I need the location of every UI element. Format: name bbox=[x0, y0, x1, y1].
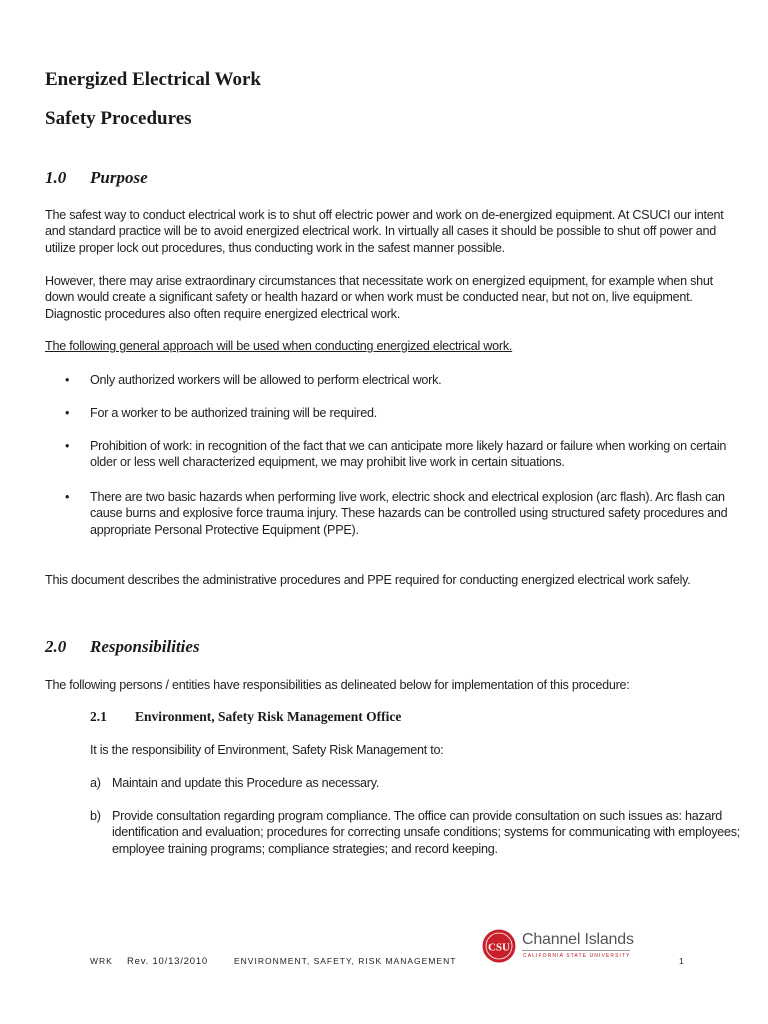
purpose-paragraph-1: The safest way to conduct electrical work is to shut off electric power and work on de-energized equipment. At CSUCI our intent and standard practice will be to avoid energized electrical work. In virtually all cases it should be possible to shut off power and utilize proper lock out procedures, thus conducting work in the safest manner possible. bbox=[45, 208, 724, 255]
bullet-icon: • bbox=[65, 439, 70, 453]
section-2-heading bbox=[45, 638, 200, 655]
list-item bbox=[65, 372, 750, 388]
footer-page-number: 1 bbox=[679, 956, 685, 966]
bullet-icon: • bbox=[65, 490, 70, 504]
section-1-title: Purpose bbox=[90, 168, 148, 187]
bullet-text: Prohibition of work: in recognition of the fact that we can anticipate more likely hazard or failure when working on certain older or less well characterized equipment, we may prohibit live work in certain situations. bbox=[90, 439, 727, 470]
footer-code: WRK bbox=[90, 956, 113, 966]
subsection-2-1-title: Environment, Safety Risk Management Office bbox=[135, 709, 402, 724]
list-item-text: Provide consultation regarding program compliance. The office can provide consultation on such issues as: hazard identification and evaluation; procedures for correcting unsafe conditions; systems for communicating with employees; employee training programs; compliance strategies; and record keeping. bbox=[112, 809, 741, 856]
document-title: Energized Electrical Work bbox=[45, 69, 261, 90]
list-marker: b) bbox=[90, 809, 101, 823]
channel-islands-logo bbox=[482, 929, 642, 969]
bullet-text: There are two basic hazards when performing live work, electric shock and electrical explosion (arc flash). Arc flash can cause burns and explosive force trauma injury. These hazards can be controlled using structured safety procedures and appropriate Personal Protective Equipment (PPE). bbox=[90, 490, 728, 537]
list-item bbox=[90, 808, 752, 857]
logo-name: Channel Islands bbox=[522, 931, 634, 948]
bullet-text: For a worker to be authorized training will be required. bbox=[90, 406, 378, 420]
section-2-title: Responsibilities bbox=[90, 637, 200, 656]
bullet-icon: • bbox=[65, 373, 70, 387]
document-subtitle: Safety Procedures bbox=[45, 108, 192, 129]
csu-seal-icon bbox=[482, 929, 516, 963]
footer-department: ENVIRONMENT, SAFETY, RISK MANAGEMENT bbox=[234, 956, 457, 966]
subsection-2-1-number: 2.1 bbox=[90, 709, 107, 724]
bullet-text: Only authorized workers will be allowed to perform electrical work. bbox=[90, 373, 442, 387]
list-item bbox=[65, 489, 750, 538]
subsection-2-1-intro: It is the responsibility of Environment, Safety Risk Management to: bbox=[90, 743, 444, 757]
bullet-icon: • bbox=[65, 406, 70, 420]
list-item bbox=[65, 438, 750, 471]
list-marker: a) bbox=[90, 776, 101, 790]
purpose-closing-paragraph: This document describes the administrative procedures and PPE required for conducting energized electrical work safely. bbox=[45, 573, 691, 587]
footer-revision: Rev. 10/13/2010 bbox=[127, 956, 209, 967]
seal-letters: CSU bbox=[487, 941, 511, 954]
section-1-heading bbox=[45, 169, 148, 186]
responsibilities-intro: The following persons / entities have responsibilities as delineated below for implementation of this procedure: bbox=[45, 678, 630, 692]
purpose-paragraph-2: However, there may arise extraordinary circumstances that necessitate work on energized equipment, for example when shut down would create a significant safety or health hazard or when work must be conducted near, but not on, live equipment. Diagnostic procedures also often require energized electrical work. bbox=[45, 274, 713, 321]
list-item bbox=[90, 775, 752, 791]
approach-statement: The following general approach will be used when conducting energized electrical work. bbox=[45, 339, 513, 353]
subsection-2-1-heading bbox=[90, 710, 401, 724]
logo-subtitle: CALIFORNIA STATE UNIVERSITY bbox=[523, 953, 631, 959]
section-1-number: 1.0 bbox=[45, 168, 67, 187]
section-2-number: 2.0 bbox=[45, 637, 67, 656]
list-item-text: Maintain and update this Procedure as necessary. bbox=[112, 776, 380, 790]
logo-divider bbox=[522, 950, 630, 951]
list-item bbox=[65, 405, 750, 421]
